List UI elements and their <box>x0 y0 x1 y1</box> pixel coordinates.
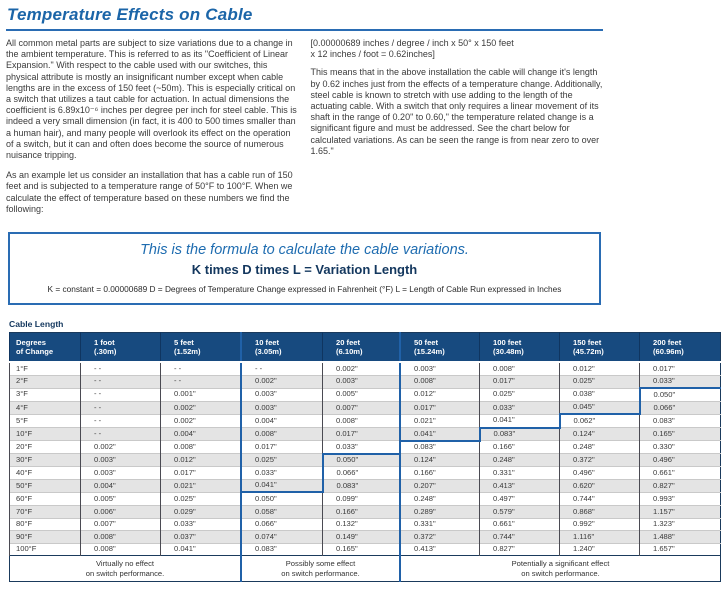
variation-cell: 0.497" <box>480 492 560 505</box>
variation-cell: 0.496" <box>640 454 721 467</box>
variation-cell: 0.099" <box>323 492 401 505</box>
variation-cell: 0.005" <box>323 388 401 401</box>
variation-cell: 1.157" <box>640 506 721 519</box>
variation-cell: 0.066" <box>640 401 721 414</box>
variation-cell: 0.004" <box>161 428 242 441</box>
formula-headline: This is the formula to calculate the cable variations. <box>140 242 469 259</box>
table-row <box>10 492 721 505</box>
variation-cell: 0.008" <box>161 441 242 454</box>
formula-equation: K times D times L = Variation Length <box>191 262 418 278</box>
variation-cell: 0.744" <box>560 492 640 505</box>
variation-cell: 0.002" <box>323 362 401 375</box>
variation-cell: 0.008" <box>400 375 480 388</box>
degrees-cell: 90°F <box>10 531 81 544</box>
table-row <box>10 454 721 467</box>
degrees-cell: 20°F <box>10 441 81 454</box>
variation-cell: 0.041" <box>161 543 242 556</box>
variation-cell: 0.003" <box>241 388 323 401</box>
degrees-cell: 80°F <box>10 518 81 531</box>
variation-cell: 1.488" <box>640 531 721 544</box>
variation-cell: 0.012" <box>161 454 242 467</box>
table-row <box>10 531 721 544</box>
table-row <box>10 506 721 519</box>
variation-cell: 0.003" <box>241 401 323 414</box>
variation-cell: 0.248" <box>480 454 560 467</box>
variation-cell: 0.083" <box>640 414 721 427</box>
variation-cell: 0.744" <box>480 531 560 544</box>
table-row <box>10 479 721 492</box>
variation-cell: 0.025" <box>161 492 242 505</box>
variation-cell: 0.008" <box>480 362 560 375</box>
variation-cell: 0.004" <box>241 414 323 427</box>
page-title: Temperature Effects on Cable <box>7 5 253 24</box>
variation-cell: 0.017" <box>161 467 242 480</box>
variation-cell: 0.006" <box>81 506 161 519</box>
variation-cell: 0.166" <box>480 441 560 454</box>
degrees-cell: 50°F <box>10 479 81 492</box>
variation-cell: - - <box>81 401 161 414</box>
variation-cell: 0.579" <box>480 506 560 519</box>
variation-cell: 0.021" <box>161 479 242 492</box>
variation-cell: 0.331" <box>480 467 560 480</box>
calculation-line-2: x 12 inches / foot = 0.62inches] <box>310 49 435 60</box>
formula-legend: K = constant = 0.00000689 D = Degrees of Temperature Change expressed in Fahrenheit (°F) L = Length of Cable Run expressed in Inches <box>47 284 562 295</box>
variation-cell: 0.002" <box>241 375 323 388</box>
variation-cell: - - <box>81 414 161 427</box>
variation-cell: 0.165" <box>323 543 401 556</box>
variation-cell: 0.496" <box>560 467 640 480</box>
degrees-cell: 30°F <box>10 454 81 467</box>
table-row <box>10 362 721 375</box>
variation-cell: 0.066" <box>241 518 323 531</box>
table-caption: Cable Length <box>9 319 64 330</box>
column-header: 100 feet (30.48m) <box>480 333 560 363</box>
variation-cell: - - <box>161 362 242 375</box>
intro-left-column <box>6 38 299 224</box>
variation-cell: 0.066" <box>323 467 401 480</box>
cable-variation-table <box>9 332 721 582</box>
variation-cell: 0.033" <box>161 518 242 531</box>
variation-cell: 0.017" <box>480 375 560 388</box>
variation-cell: 0.661" <box>480 518 560 531</box>
variation-cell: 0.083" <box>480 428 560 441</box>
variation-cell: 0.017" <box>241 441 323 454</box>
variation-cell: 0.083" <box>241 543 323 556</box>
variation-cell: 0.037" <box>161 531 242 544</box>
variation-cell: 0.248" <box>400 492 480 505</box>
variation-cell: 0.001" <box>161 388 242 401</box>
variation-cell: 1.323" <box>640 518 721 531</box>
variation-cell: 0.025" <box>560 375 640 388</box>
variation-cell: 0.993" <box>640 492 721 505</box>
variation-cell: 0.025" <box>241 454 323 467</box>
variation-cell: - - <box>81 362 161 375</box>
variation-cell: 0.058" <box>241 506 323 519</box>
degrees-cell: 40°F <box>10 467 81 480</box>
variation-cell: 0.012" <box>400 388 480 401</box>
variation-cell: 0.083" <box>400 441 480 454</box>
variation-cell: 0.007" <box>81 518 161 531</box>
column-header: 20 feet (6.10m) <box>323 333 401 363</box>
variation-cell: 0.004" <box>81 479 161 492</box>
variation-cell: 1.240" <box>560 543 640 556</box>
variation-cell: 0.062" <box>560 414 640 427</box>
degrees-cell: 60°F <box>10 492 81 505</box>
intro-paragraph-3: This means that in the above installation the cable will change it's length by 0.62 inches just from the effects of a temperature change. Additionally, steel cable is known to stretch with use adding to the length of the actuating cable. With a switch that only requires a linear movement of its shaft in the range of 0.20" to 0.60," the temperature related change is a significant figure and must be addressed. See the chart below for calculated variations. As can be seen the range is from near zero to over 1.65." <box>310 67 603 156</box>
table-row <box>10 401 721 414</box>
degrees-cell: 70°F <box>10 506 81 519</box>
column-header: 50 feet (15.24m) <box>400 333 480 363</box>
variation-cell: 0.008" <box>81 531 161 544</box>
variation-cell: 0.050" <box>241 492 323 505</box>
variation-cell: 0.372" <box>400 531 480 544</box>
variation-cell: 0.041" <box>480 414 560 427</box>
variation-cell: 0.165" <box>640 428 721 441</box>
title-divider-rule <box>6 29 603 31</box>
degrees-cell: 4°F <box>10 401 81 414</box>
variation-cell: - - <box>81 375 161 388</box>
variation-cell: 0.248" <box>560 441 640 454</box>
variation-cell: 0.124" <box>400 454 480 467</box>
variation-cell: 0.050" <box>640 388 721 401</box>
variation-cell: 0.003" <box>400 362 480 375</box>
table-row <box>10 543 721 556</box>
variation-cell: 0.003" <box>81 454 161 467</box>
variation-cell: 0.661" <box>640 467 721 480</box>
variation-cell: 0.033" <box>640 375 721 388</box>
variation-cell: 0.132" <box>323 518 401 531</box>
table-row <box>10 388 721 401</box>
variation-cell: 0.012" <box>560 362 640 375</box>
column-header: 200 feet (60.96m) <box>640 333 721 363</box>
variation-cell: 0.050" <box>323 454 401 467</box>
column-header: 1 foot (.30m) <box>81 333 161 363</box>
degrees-cell: 2°F <box>10 375 81 388</box>
variation-cell: 0.041" <box>400 428 480 441</box>
variation-cell: 0.007" <box>323 401 401 414</box>
table-row <box>10 467 721 480</box>
variation-cell: 0.029" <box>161 506 242 519</box>
variation-cell: 0.003" <box>81 467 161 480</box>
variation-cell: 0.045" <box>560 401 640 414</box>
calculation-line-1: [0.00000689 inches / degree / inch x 50° x 150 feet <box>310 38 514 48</box>
variation-cell: 0.008" <box>81 543 161 556</box>
calculation-bracket <box>311 38 604 60</box>
footer-note: Potentially a significant effect on switch performance. <box>400 556 721 582</box>
variation-cell: 0.008" <box>323 414 401 427</box>
variation-cell: 0.002" <box>81 441 161 454</box>
column-header: 10 feet (3.05m) <box>241 333 323 363</box>
variation-cell: 0.330" <box>640 441 721 454</box>
intro-paragraph-2: As an example let us consider an installation that has a cable run of 150 feet and is subjected to a temperature range of 50°F to 100°F. When we calculate the effect of temperature based on these numbers we find the following: <box>6 170 293 214</box>
column-header: 5 feet (1.52m) <box>161 333 242 363</box>
variation-cell: - - <box>81 388 161 401</box>
variation-cell: 0.038" <box>560 388 640 401</box>
variation-cell: 0.021" <box>400 414 480 427</box>
variation-cell: 0.005" <box>81 492 161 505</box>
table-row <box>10 414 721 427</box>
variation-cell: 0.413" <box>400 543 480 556</box>
variation-cell: 0.413" <box>480 479 560 492</box>
table-footer <box>10 556 721 582</box>
degrees-cell: 10°F <box>10 428 81 441</box>
formula-callout-box <box>8 232 601 305</box>
variation-cell: 0.992" <box>560 518 640 531</box>
degrees-cell: 1°F <box>10 362 81 375</box>
variation-cell: 0.083" <box>323 479 401 492</box>
variation-cell: 0.124" <box>560 428 640 441</box>
variation-cell: 0.033" <box>241 467 323 480</box>
column-header: 150 feet (45.72m) <box>560 333 640 363</box>
footer-note: Possibly some effect on switch performance. <box>241 556 400 582</box>
variation-cell: 0.017" <box>640 362 721 375</box>
variation-cell: 0.331" <box>400 518 480 531</box>
footer-note: Virtually no effect on switch performance. <box>10 556 242 582</box>
variation-cell: 0.074" <box>241 531 323 544</box>
variation-cell: 1.657" <box>640 543 721 556</box>
variation-cell: 0.008" <box>241 428 323 441</box>
intro-paragraph-1: All common metal parts are subject to size variations due to a change in the ambient temperature. This is referred to as its "Coefficient of Linear Expansion." With respect to the cable used with our switches, this physical attribute is mostly an insignificant number except when cable lengths are in the excess of 150 feet (~50m). This is especially critical on a switch that utilizes a taut cable for actuation. In actual dimensions the coefficient is 6.89x10⁻⁶ inches per degree per inch for steel cable. This is indeed a very small dimension (in fact, it is 400 to 500 times smaller than a human hair), and many people will overlook its effect on the operation of a switch, but it can and often does become the source of numerous nuisance tripping. <box>6 38 297 161</box>
variation-cell: 0.003" <box>323 375 401 388</box>
variation-cell: 0.207" <box>400 479 480 492</box>
variation-cell: 0.166" <box>323 506 401 519</box>
variation-cell: 0.041" <box>241 479 323 492</box>
variation-cell: 0.025" <box>480 388 560 401</box>
variation-cell: - - <box>81 428 161 441</box>
table-header <box>10 333 721 363</box>
table-row <box>10 375 721 388</box>
variation-cell: 0.017" <box>323 428 401 441</box>
variation-cell: 0.868" <box>560 506 640 519</box>
table-row <box>10 441 721 454</box>
table-row <box>10 518 721 531</box>
variation-cell: - - <box>241 362 323 375</box>
variation-cell: 0.017" <box>400 401 480 414</box>
variation-cell: 1.116" <box>560 531 640 544</box>
variation-cell: 0.033" <box>323 441 401 454</box>
variation-cell: 0.620" <box>560 479 640 492</box>
variation-cell: 0.289" <box>400 506 480 519</box>
variation-cell: 0.372" <box>560 454 640 467</box>
degrees-cell: 5°F <box>10 414 81 427</box>
variation-cell: 0.033" <box>480 401 560 414</box>
variation-cell: 0.002" <box>161 401 242 414</box>
intro-columns <box>6 38 603 224</box>
degrees-cell: 100°F <box>10 543 81 556</box>
variation-cell: 0.149" <box>323 531 401 544</box>
variation-cell: - - <box>161 375 242 388</box>
intro-right-column <box>311 38 604 224</box>
variation-cell: 0.166" <box>400 467 480 480</box>
variation-cell: 0.827" <box>480 543 560 556</box>
variation-cell: 0.827" <box>640 479 721 492</box>
table-row <box>10 428 721 441</box>
variation-cell: 0.002" <box>161 414 242 427</box>
degrees-cell: 3°F <box>10 388 81 401</box>
column-header: Degrees of Change <box>10 333 81 363</box>
